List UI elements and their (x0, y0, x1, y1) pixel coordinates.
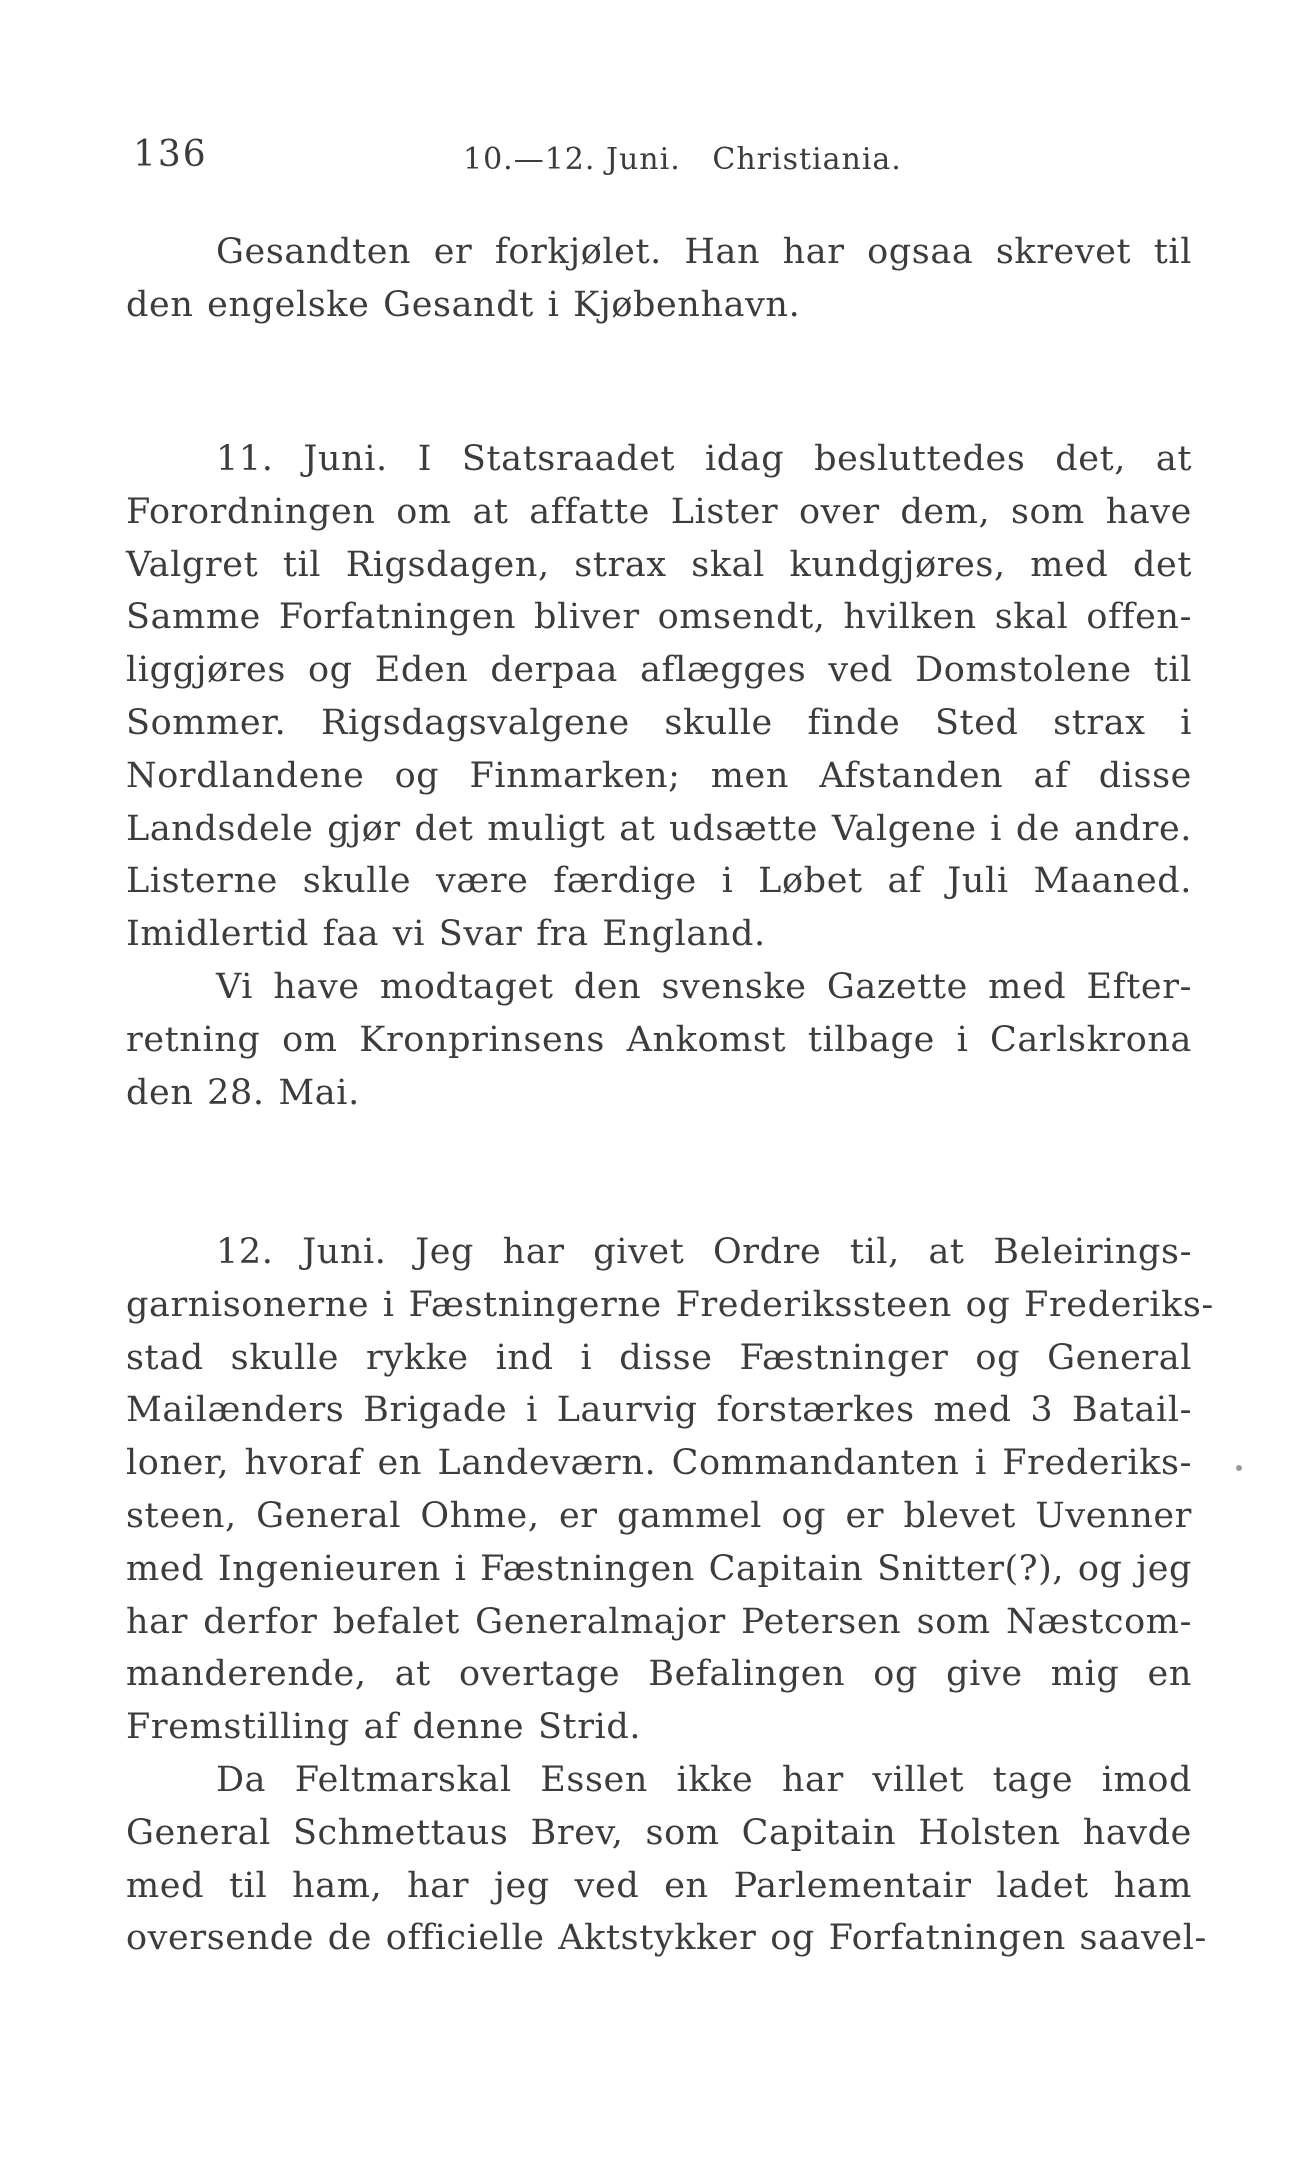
text-line: liggjøres og Eden derpaa aflægges ved Domstolene til (126, 650, 1192, 691)
paragraph-11-juni (126, 433, 1192, 961)
text-line: manderende, at overtage Befalingen og give mig en (126, 1654, 1192, 1695)
text-line: 11. Juni. I Statsraadet idag besluttedes det, at (216, 439, 1192, 479)
text-line: den engelske Gesandt i Kjøbenhavn. (126, 284, 801, 325)
page-number: 136 (133, 134, 208, 175)
text-line: 12. Juni. Jeg har givet Ordre til, at Beleirings- (216, 1232, 1192, 1272)
running-head (133, 134, 1193, 184)
text-line: garnisonerne i Fæstningerne Frederikssteen og Frederiks- (126, 1284, 1214, 1325)
text-line: den 28. Mai. (126, 1072, 360, 1113)
text-line: stad skulle rykke ind i disse Fæstninger og General (126, 1337, 1192, 1378)
text-line: Nordlandene og Finmarken; men Afstanden af disse (126, 755, 1192, 796)
text-line: med Ingenieuren i Fæstningen Capitain Snitter(?), og jeg (126, 1548, 1193, 1589)
text-line: Gesandten er forkjølet. Han har ogsaa skrevet til (216, 232, 1192, 272)
text-line: Mailænders Brigade i Laurvig forstærkes med 3 Batail- (126, 1390, 1192, 1431)
text-line: steen, General Ohme, er gammel og er blevet Uvenner (126, 1495, 1192, 1536)
text-line: retning om Kronprinsens Ankomst tilbage i Carlskrona (126, 1019, 1192, 1060)
text-line: loner, hvoraf en Landeværn. Commandanten i Frederiks- (126, 1443, 1192, 1484)
text-line: Listerne skulle være færdige i Løbet af Juli Maaned. (126, 861, 1192, 902)
text-line: Landsdele gjør det muligt at udsætte Valgene i de andre. (126, 808, 1192, 849)
paragraph-feltmarskal-essen (126, 1754, 1207, 1965)
text-line: har derfor befalet Generalmajor Petersen som Næstcom- (126, 1601, 1192, 1642)
running-title: 10.—12. Juni. Christiania. (463, 142, 902, 177)
text-line: Samme Forfatningen bliver omsendt, hvilken skal offen- (126, 597, 1192, 638)
text-line: med til ham, har jeg ved en Parlementair ladet ham (126, 1865, 1192, 1906)
margin-mark (1236, 1465, 1242, 1471)
text-line: Vi have modtaget den svenske Gazette med Efter- (216, 967, 1192, 1007)
text-line: Sommer. Rigsdagsvalgene skulle finde Sted strax i (126, 702, 1192, 743)
text-line: oversende de officielle Aktstykker og Forfatningen saavel- (126, 1918, 1207, 1959)
text-line: Da Feltmarskal Essen ikke har villet tage imod (216, 1760, 1192, 1800)
text-line: Forordningen om at affatte Lister over dem, som have (126, 491, 1192, 532)
text-line: Fremstilling af denne Strid. (126, 1707, 642, 1748)
text-line: General Schmettaus Brev, som Capitain Holsten havde (126, 1812, 1192, 1853)
text-line: Imidlertid faa vi Svar fra England. (126, 914, 766, 955)
paragraph-gesandten (126, 226, 1192, 332)
paragraph-12-juni (126, 1226, 1214, 1754)
paragraph-svenske-gazette (126, 961, 1192, 1119)
text-line: Valgret til Rigsdagen, strax skal kundgjøres, med det (126, 544, 1192, 585)
